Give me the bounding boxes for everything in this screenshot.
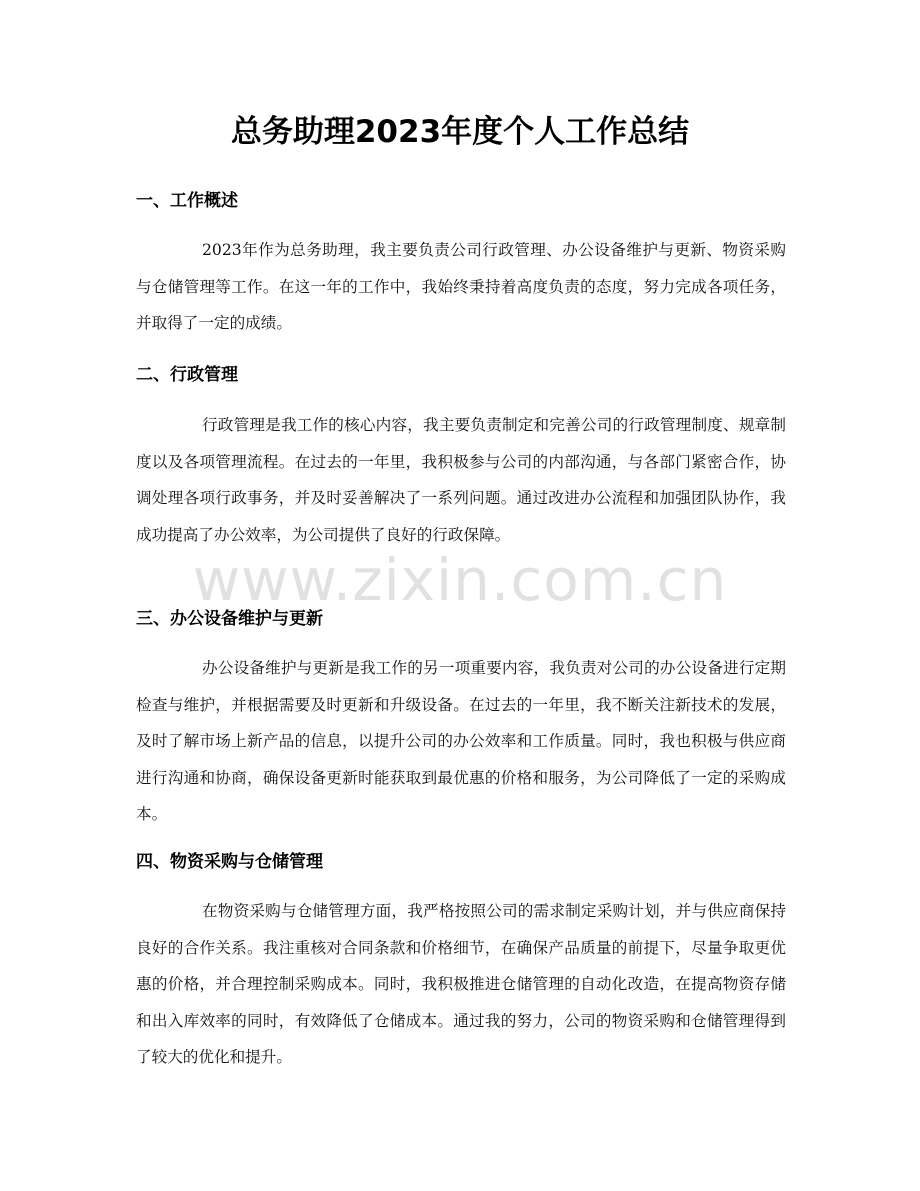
section-heading-administration: 二、行政管理 <box>136 365 238 385</box>
section-paragraph-administration: 行政管理是我工作的核心内容，我主要负责制定和完善公司的行政管理制度、规章制度以及各项管理流程。在过去的一年里，我积极参与公司的内部沟通，与各部门紧密合作，协调处理各项行政事务，并及时妥善解决了一系列问题。通过改进办公流程和加强团队协作，我成功提高了办公效率，为公司提供了良好的行政保障。 <box>136 416 786 544</box>
section-heading-equipment: 三、办公设备维护与更新 <box>136 609 323 629</box>
document-title: 总务助理2023年度个人工作总结 <box>230 114 690 150</box>
section-paragraph-overview: 2023年作为总务助理，我主要负责公司行政管理、办公设备维护与更新、物资采购与仓储管理等工作。在这一年的工作中，我始终秉持着高度负责的态度，努力完成各项任务，并取得了一定的成绩。 <box>136 241 786 332</box>
section-paragraph-procurement: 在物资采购与仓储管理方面，我严格按照公司的需求制定采购计划，并与供应商保持良好的合作关系。我注重核对合同条款和价格细节，在确保产品质量的前提下，尽量争取更优惠的价格，并合理控制采购成本。同时，我积极推进仓储管理的自动化改造，在提高物资存储和出入库效率的同时，有效降低了仓储成本。通过我的努力，公司的物资采购和仓储管理得到了较大的优化和提升。 <box>136 902 786 1066</box>
section-heading-procurement: 四、物资采购与仓储管理 <box>136 852 323 872</box>
watermark-text: www.zixin.com.cn <box>192 546 728 614</box>
section-paragraph-equipment: 办公设备维护与更新是我工作的另一项重要内容，我负责对公司的办公设备进行定期检查与维护，并根据需要及时更新和升级设备。在过去的一年里，我不断关注新技术的发展，及时了解市场上新产品的信息，以提升公司的办公效率和工作质量。同时，我也积极与供应商进行沟通和协商，确保设备更新时能获取到最优惠的价格和服务，为公司降低了一定的采购成本。 <box>136 659 786 823</box>
section-heading-overview: 一、工作概述 <box>136 191 238 211</box>
